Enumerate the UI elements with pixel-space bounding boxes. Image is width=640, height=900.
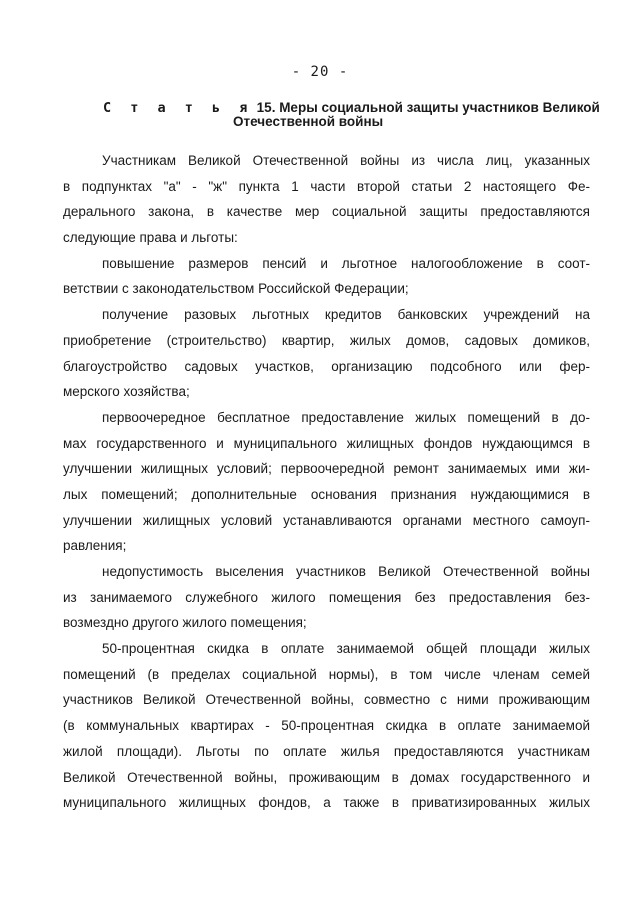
text-line: получение разовых льготных кредитов банковских учреждений на [102, 307, 590, 323]
text-line: мерского хозяйства; [63, 384, 190, 400]
text-line: благоустройство садовых участков, организацию подсобного или фер- [63, 358, 590, 374]
text-line: улучшении жилищных условий устанавливаются органами местного самоуп- [63, 512, 590, 528]
text-line: помещений (в пределах социальной нормы), в том числе членам семей [63, 666, 590, 682]
text-line: жилой площади). Льготы по оплате жилья предоставляются участникам [63, 743, 590, 759]
paragraph [63, 405, 590, 559]
text-line: повышение размеров пенсий и льготное налогообложение в соот- [102, 255, 590, 271]
paragraph [63, 302, 590, 405]
article-number-title: 15. Меры социальной защиты участников Великой [256, 100, 600, 115]
text-line: возмездно другого жилого помещения; [63, 615, 307, 631]
text-line: Великой Отечественной войны, проживающим в домах государственного и [63, 769, 590, 785]
text-line: Участникам Великой Отечественной войны из числа лиц, указанных [102, 153, 590, 168]
text-line: следующие права и льготы: [63, 230, 238, 246]
text-line: первоочередное бесплатное предоставление жилых помещений в до- [102, 409, 590, 425]
text-line: участников Великой Отечественной войны, совместно с ними проживающим [63, 692, 590, 708]
text-line: ветствии с законодательством Российской Федерации; [63, 281, 409, 297]
text-line: приобретение (строительство) квартир, жилых домов, садовых домиков, [63, 332, 590, 348]
text-line: мах государственного и муниципального жилищных фондов нуждающимся в [63, 435, 590, 451]
text-line: из занимаемого служебного жилого помещения без предоставления без- [63, 589, 590, 605]
text-line: (в коммунальных квартирах - 50-процентная скидка в оплате занимаемой [63, 718, 590, 734]
text-line: дерального закона, в качестве мер социальной защиты предоставляются [63, 204, 590, 220]
text-line: недопустимость выселения участников Великой Отечественной войны [102, 564, 590, 579]
paragraph [63, 636, 590, 816]
text-line: лых помещений; дополнительные основания признания нуждающимися в [63, 486, 590, 502]
text-line: в подпунктах "а" - "ж" пункта 1 части второй статьи 2 настоящего Фе- [63, 178, 590, 194]
paragraph [63, 148, 590, 251]
article-heading [103, 101, 603, 129]
paragraph [63, 559, 590, 636]
article-body [63, 148, 590, 816]
text-line: равления; [63, 538, 127, 554]
text-line: улучшении жилищных условий; первоочередной ремонт занимаемых ими жи- [63, 461, 590, 477]
paragraph [63, 251, 590, 302]
article-title-line2: Отечественной войны [233, 114, 384, 129]
text-line: муниципального жилищных фондов, а также в приватизированных жилых [63, 795, 590, 811]
article-label: С т а т ь я [103, 100, 253, 116]
page-number: - 20 - [291, 64, 349, 80]
text-line: 50-процентная скидка в оплате занимаемой общей площади жилых [102, 641, 590, 657]
